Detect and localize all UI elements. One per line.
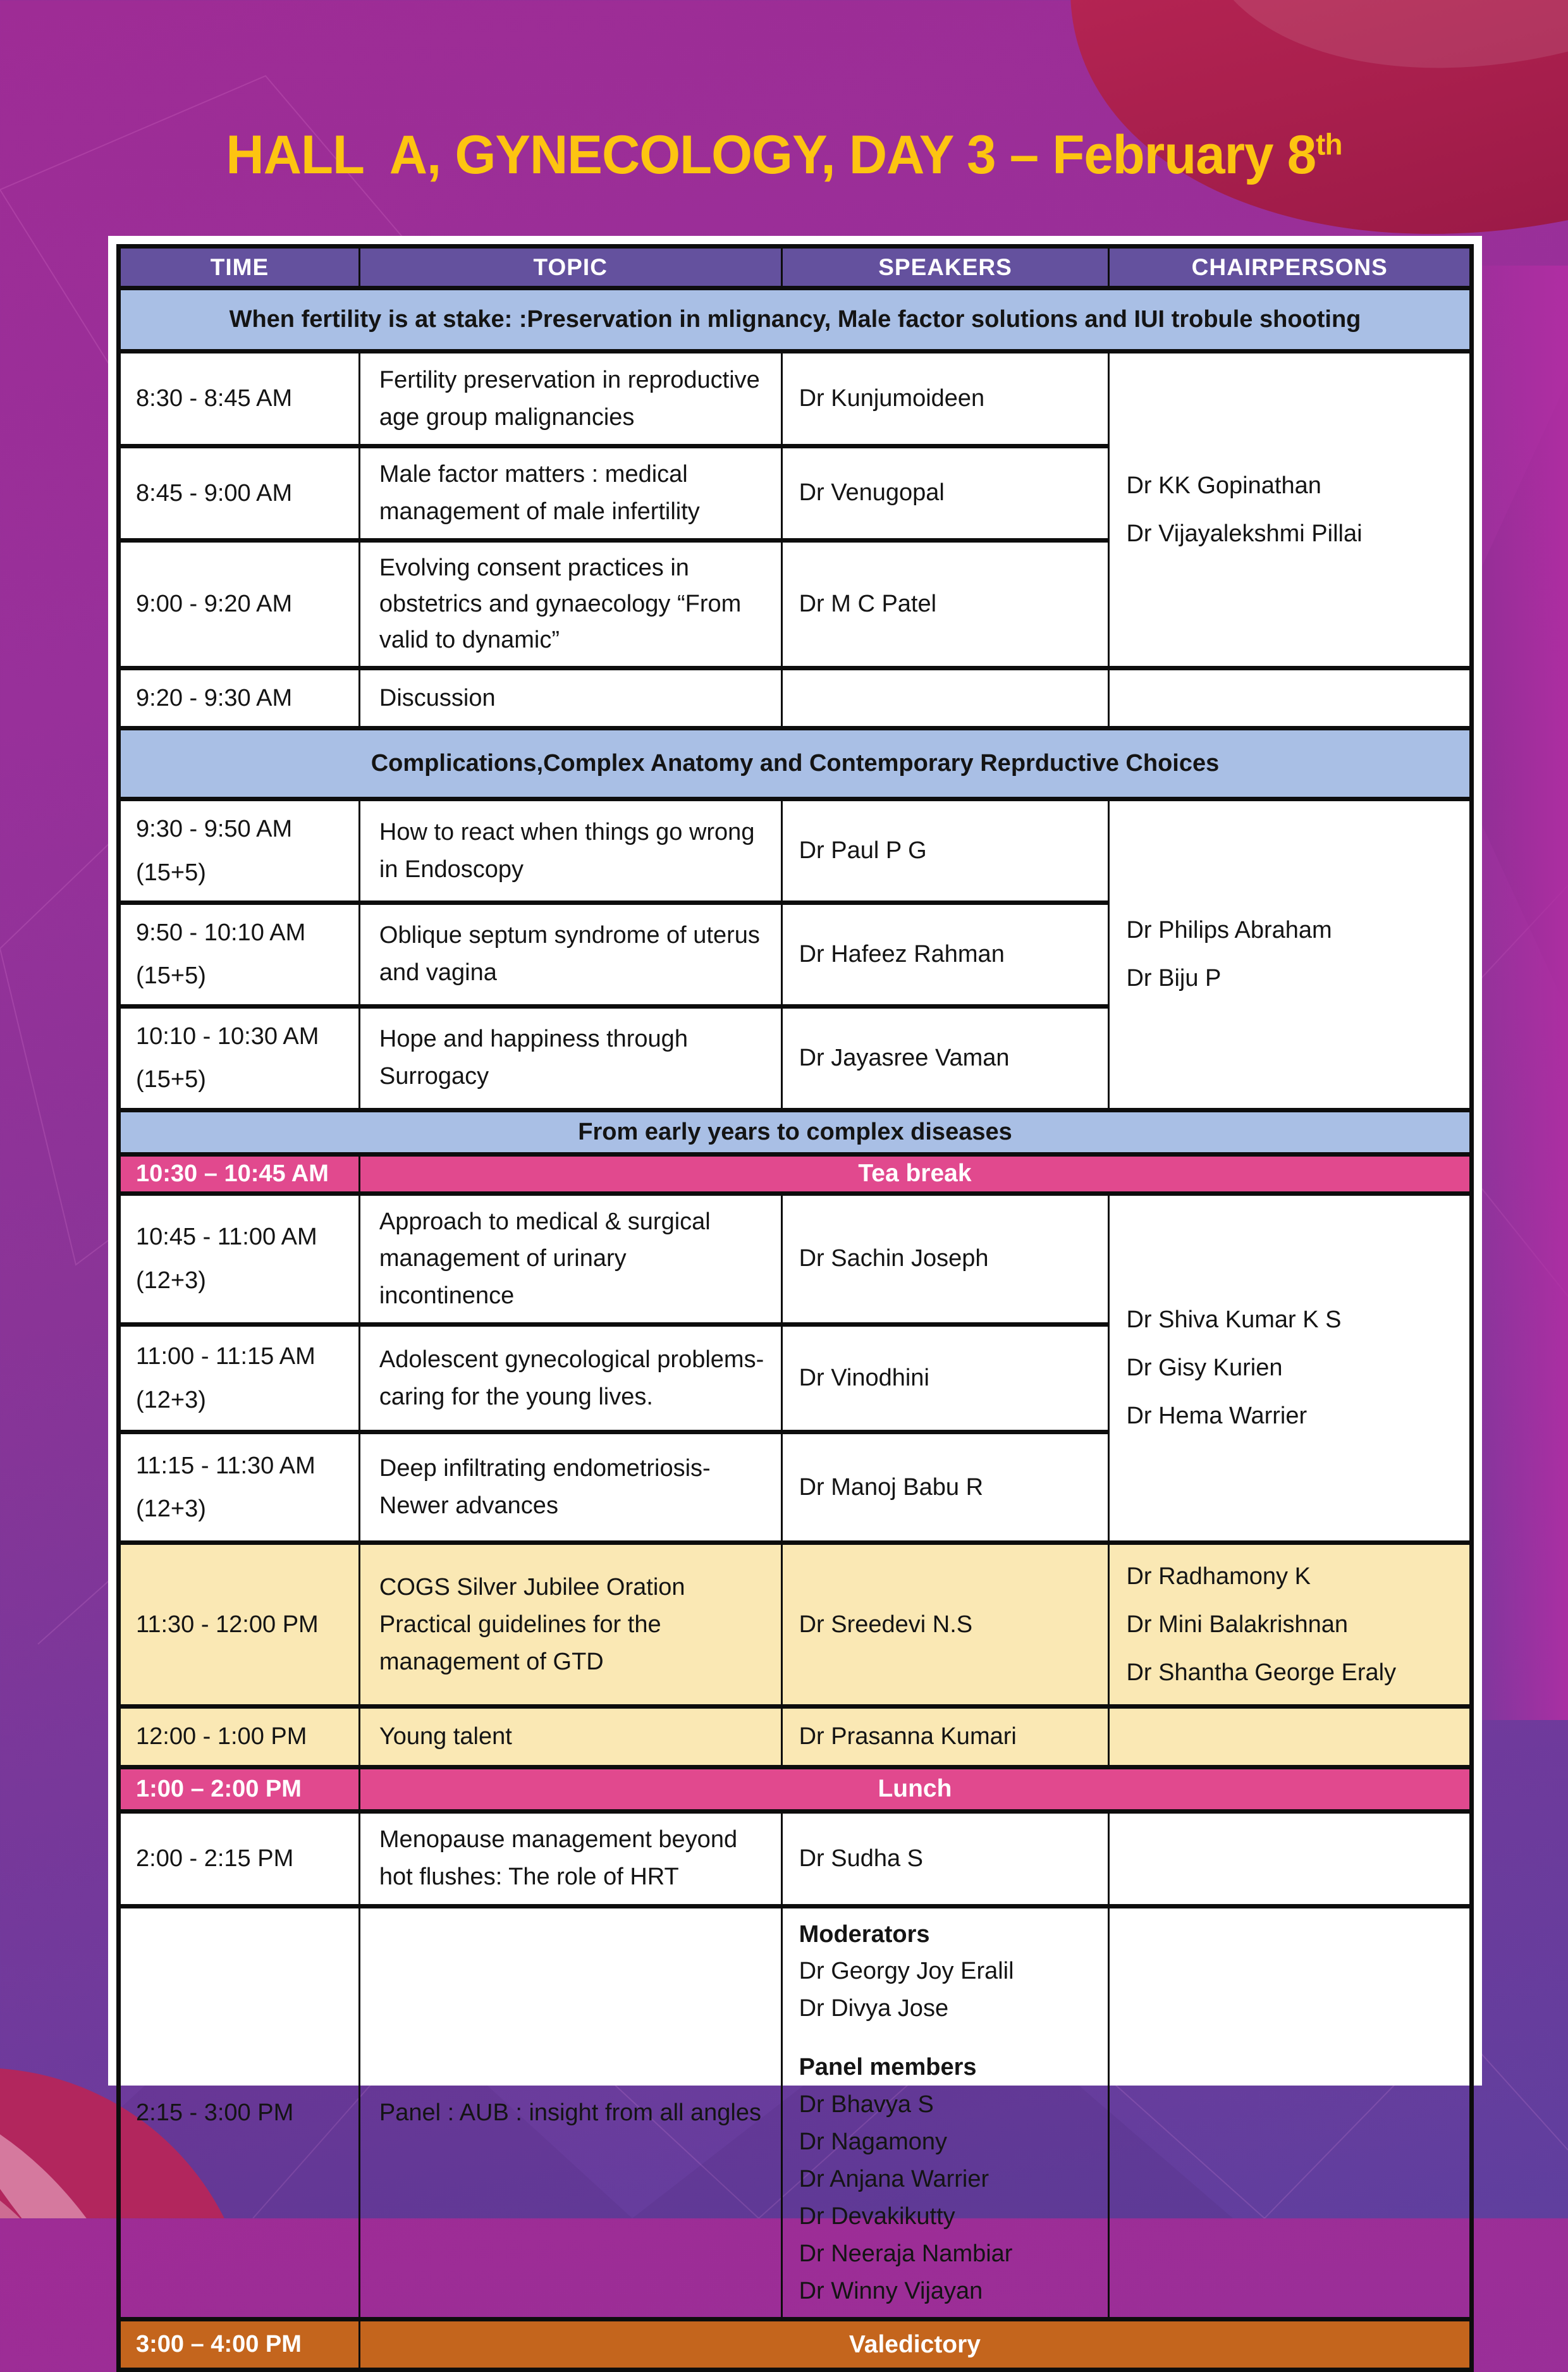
topic-cell: Young talent — [359, 1707, 781, 1767]
schedule-row — [119, 1543, 1472, 1707]
time-duration: (15+5) — [136, 962, 206, 990]
time-cell — [119, 540, 360, 668]
time-cell — [119, 1707, 360, 1767]
column-header-row — [119, 247, 1472, 288]
chairpersons-cell — [1109, 1193, 1472, 1543]
schedule-row — [119, 1707, 1472, 1767]
time-range: 11:00 - 11:15 AM — [136, 1343, 315, 1370]
section-row — [119, 728, 1472, 799]
chairperson-name: Dr Gisy Kurien — [1126, 1355, 1283, 1382]
time-duration: (15+5) — [136, 859, 206, 886]
schedule-row — [119, 668, 1472, 728]
chairpersons-cell — [1109, 1543, 1472, 1707]
speaker-cell: Dr Paul P G — [781, 799, 1109, 903]
column-header-chairpersons: CHAIRPERSONS — [1109, 247, 1472, 288]
speaker-cell: Dr Kunjumoideen — [781, 352, 1109, 446]
break-row — [119, 1767, 1472, 1811]
topic-cell: Panel : AUB : insight from all angles — [359, 1906, 781, 2320]
break-time-cell: 1:00 – 2:00 PM — [119, 1767, 360, 1811]
break-time-cell: 10:30 – 10:45 AM — [119, 1154, 360, 1193]
time-cell — [119, 1432, 360, 1543]
section-row — [119, 1110, 1472, 1154]
page-title-text: HALL A, GYNECOLOGY, DAY 3 – February 8 — [226, 125, 1316, 185]
time-cell — [119, 1006, 360, 1110]
chairperson-name: Dr Shantha George Eraly — [1126, 1659, 1397, 1687]
topic-cell: Approach to medical & surgical management of urinary incontinence — [359, 1193, 781, 1325]
topic-cell: Male factor matters : medical management of male infertility — [359, 446, 781, 541]
schedule-panel — [108, 236, 1482, 2358]
speaker-group-title: Moderators — [799, 1920, 930, 1948]
chairperson-name: Dr Shiva Kumar K S — [1126, 1306, 1342, 1334]
time-cell — [119, 352, 360, 446]
chairperson-name: Dr Hema Warrier — [1126, 1403, 1308, 1430]
speaker-cell: Dr Prasanna Kumari — [781, 1707, 1109, 1767]
schedule-table — [116, 244, 1474, 2372]
speaker-name: Dr Anjana Warrier — [799, 2165, 989, 2192]
speaker-group — [799, 2049, 1099, 2309]
time-cell — [119, 1811, 360, 1906]
speaker-name: Dr Winny Vijayan — [799, 2277, 983, 2304]
chairperson-name: Dr Biju P — [1126, 965, 1222, 992]
time-range: 11:30 - 12:00 PM — [136, 1611, 319, 1638]
speaker-cell: Dr Vinodhini — [781, 1325, 1109, 1432]
speaker-cell: Dr M C Patel — [781, 540, 1109, 668]
speaker-name: Dr Neeraja Nambiar — [799, 2240, 1013, 2267]
speaker-cell: Dr Hafeez Rahman — [781, 902, 1109, 1006]
time-range: 2:15 - 3:00 PM — [136, 2099, 294, 2126]
time-duration: (12+3) — [136, 1267, 206, 1294]
time-range: 9:30 - 9:50 AM — [136, 816, 293, 843]
time-duration: (12+3) — [136, 1386, 206, 1413]
speaker-name: Dr Georgy Joy Eralil — [799, 1958, 1014, 1985]
time-cell — [119, 668, 360, 728]
break-label: Tea break — [359, 1154, 1471, 1193]
topic-cell: Evolving consent practices in obstetrics and gynaecology “From valid to dynamic” — [359, 540, 781, 668]
break-row — [119, 1154, 1472, 1193]
time-cell — [119, 1193, 360, 1325]
speaker-cell: Dr Sreedevi N.S — [781, 1543, 1109, 1707]
topic-cell: Oblique septum syndrome of uterus and vagina — [359, 902, 781, 1006]
time-cell — [119, 446, 360, 541]
time-range: 8:45 - 9:00 AM — [136, 479, 293, 507]
topic-cell: Fertility preservation in reproductive age group malignancies — [359, 352, 781, 446]
speaker-cell — [781, 668, 1109, 728]
speaker-name: Dr Divya Jose — [799, 1995, 949, 2022]
time-cell — [119, 1325, 360, 1432]
speaker-cell: Dr Sachin Joseph — [781, 1193, 1109, 1325]
chairpersons-cell — [1109, 1811, 1472, 1906]
time-range: 11:15 - 11:30 AM — [136, 1452, 315, 1479]
topic-cell: COGS Silver Jubilee Oration Practical guidelines for the management of GTD — [359, 1543, 781, 1707]
time-range: 12:00 - 1:00 PM — [136, 1723, 307, 1750]
schedule-row — [119, 1811, 1472, 1906]
time-range: 9:50 - 10:10 AM — [136, 919, 306, 946]
break-label: Lunch — [359, 1767, 1471, 1811]
time-cell — [119, 1543, 360, 1707]
time-range: 10:45 - 11:00 AM — [136, 1224, 317, 1251]
section-header: When fertility is at stake: :Preservation in mlignancy, Male factor solutions and IUI trobule shooting — [119, 288, 1472, 352]
schedule-row — [119, 799, 1472, 903]
speaker-name: Dr Devakikutty — [799, 2203, 955, 2230]
section-header: Complications,Complex Anatomy and Contemporary Reprductive Choices — [119, 728, 1472, 799]
speaker-name: Dr Bhavya S — [799, 2091, 934, 2118]
chairperson-name: Dr Vijayalekshmi Pillai — [1126, 520, 1363, 547]
schedule-row — [119, 352, 1472, 446]
speaker-group-title: Panel members — [799, 2054, 977, 2081]
topic-cell: Adolescent gynecological problems- caring for the young lives. — [359, 1325, 781, 1432]
column-header-time: TIME — [119, 247, 360, 288]
page-title — [23, 124, 1545, 187]
topic-cell: How to react when things go wrong in Endoscopy — [359, 799, 781, 903]
page-title-ordinal: th — [1316, 128, 1342, 162]
time-cell — [119, 902, 360, 1006]
break-time-cell: 3:00 – 4:00 PM — [119, 2320, 360, 2370]
speaker-name: Dr Nagamony — [799, 2129, 947, 2156]
chairpersons-cell — [1109, 352, 1472, 668]
topic-cell: Deep infiltrating endometriosis-Newer advances — [359, 1432, 781, 1543]
time-cell — [119, 799, 360, 903]
break-row — [119, 2320, 1472, 2370]
time-duration: (12+3) — [136, 1496, 206, 1523]
chairperson-name: Dr Philips Abraham — [1126, 917, 1332, 944]
time-range: 8:30 - 8:45 AM — [136, 385, 293, 412]
speaker-group — [799, 1916, 1099, 2028]
speaker-cell: Dr Sudha S — [781, 1811, 1109, 1906]
time-range: 2:00 - 2:15 PM — [136, 1845, 294, 1872]
time-range: 10:10 - 10:30 AM — [136, 1023, 319, 1050]
chairperson-name: Dr Radhamony K — [1126, 1563, 1311, 1590]
chairperson-name: Dr Mini Balakrishnan — [1126, 1611, 1349, 1638]
time-range: 9:00 - 9:20 AM — [136, 591, 293, 618]
chairpersons-cell — [1109, 1906, 1472, 2320]
topic-cell: Hope and happiness through Surrogacy — [359, 1006, 781, 1110]
topic-cell: Discussion — [359, 668, 781, 728]
time-duration: (15+5) — [136, 1066, 206, 1093]
column-header-speakers: SPEAKERS — [781, 247, 1109, 288]
schedule-row — [119, 1906, 1472, 2320]
chairpersons-cell — [1109, 668, 1472, 728]
speaker-cell: Dr Jayasree Vaman — [781, 1006, 1109, 1110]
speaker-cell: Dr Manoj Babu R — [781, 1432, 1109, 1543]
speaker-cell — [781, 1906, 1109, 2320]
chairperson-name: Dr KK Gopinathan — [1126, 472, 1321, 499]
chairpersons-cell — [1109, 1707, 1472, 1767]
time-cell — [119, 1906, 360, 2320]
speaker-cell: Dr Venugopal — [781, 446, 1109, 541]
column-header-topic: TOPIC — [359, 247, 781, 288]
topic-cell: Menopause management beyond hot flushes: The role of HRT — [359, 1811, 781, 1906]
time-range: 9:20 - 9:30 AM — [136, 684, 293, 711]
section-header: From early years to complex diseases — [119, 1110, 1472, 1154]
break-label: Valedictory — [359, 2320, 1471, 2370]
schedule-row — [119, 1193, 1472, 1325]
chairpersons-cell — [1109, 799, 1472, 1110]
section-row — [119, 288, 1472, 352]
